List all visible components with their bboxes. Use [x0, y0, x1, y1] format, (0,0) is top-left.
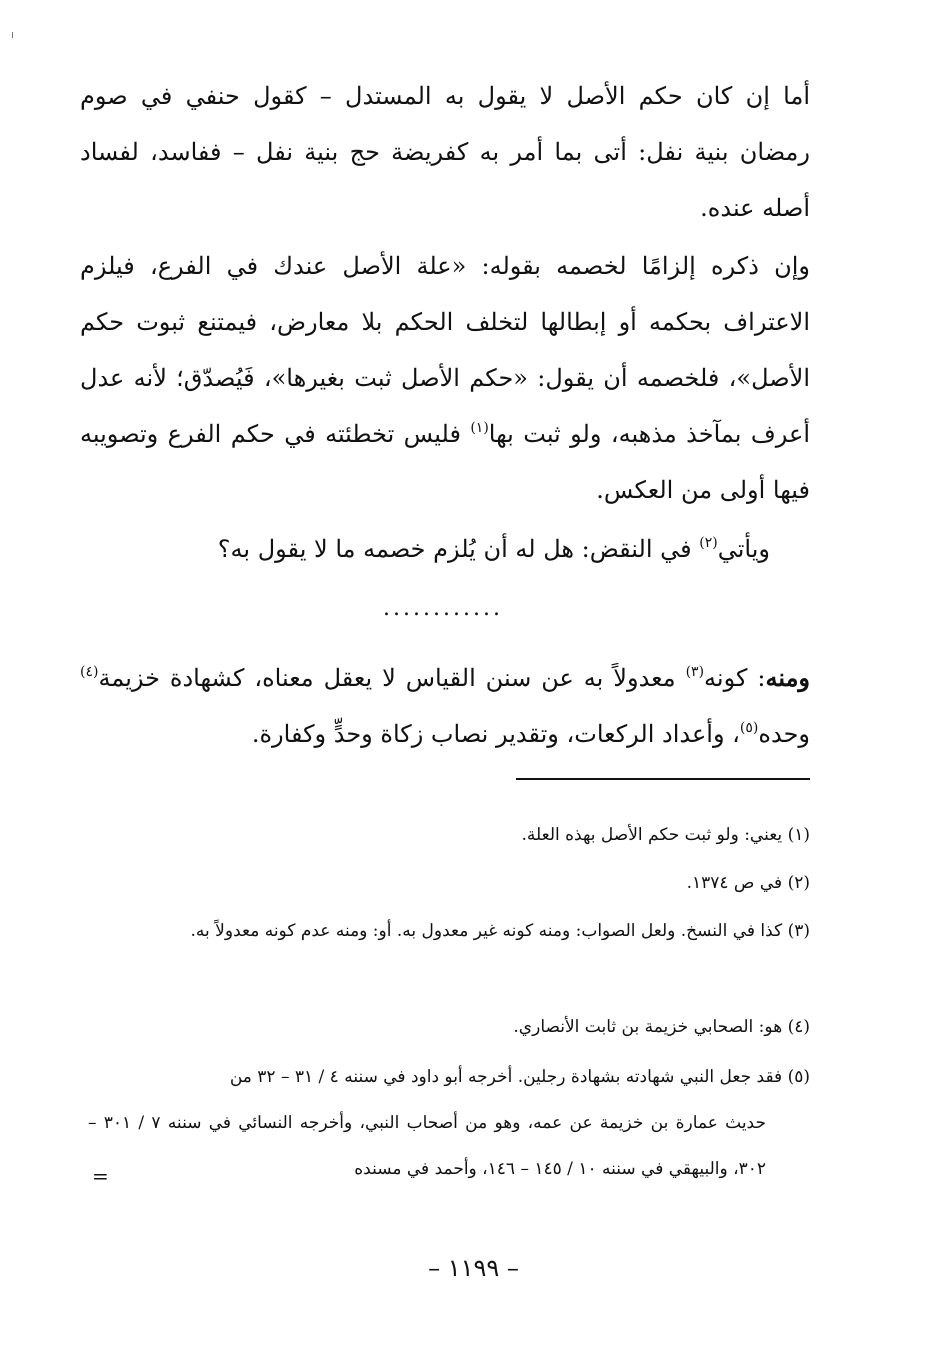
footnote-5-continued: حديث عمارة بن خزيمة عن عمه، وهو من أصحاب النبي، وأخرجه النسائي في سننه ٧ / ٣٠١ – ٣٠٢، والبيهقي في سننه ١٠ / ١٤٥ – ١٤٦، وأحمد في مسنده	[88, 1113, 766, 1179]
continuation-mark: =	[92, 1164, 109, 1188]
paragraph-4-seg4: ، وأعداد الركعات، وتقدير نصاب زكاة وحدٍّ وكفارة.	[251, 720, 740, 748]
footnote-2	[88, 860, 810, 906]
footnote-ref-4: (٤)	[80, 664, 99, 680]
footnote-ref-3: (٣)	[685, 664, 705, 680]
footnote-3-text: كذا في النسخ. ولعل الصواب: ومنه كونه غير معدول به. أو: ومنه عدم كونه معدولاً به.	[190, 921, 788, 941]
footnote-ref-5: (٥)	[739, 720, 759, 736]
footnote-4	[88, 1004, 810, 1050]
footnote-3-number: (٣)	[787, 921, 810, 941]
paragraph-1	[80, 68, 810, 236]
scan-edge-mark	[12, 32, 13, 38]
paragraph-1-text: أما إن كان حكم الأصل لا يقول به المستدل – كقول حنفي في صوم رمضان بنية نفل: أتى بما أمر به كفريضة حج بنية نفل – ففاسد، لفساد أصله عنده.	[80, 82, 811, 222]
footnote-1	[88, 812, 810, 858]
footnote-2-number: (٢)	[787, 873, 810, 893]
footnote-5-text: فقد جعل النبي شهادته بشهادة رجلين. أخرجه أبو داود في سننه ٤ / ٣١ – ٣٢ من	[229, 1067, 788, 1087]
paragraph-3-tail: في النقض: هل له أن يُلزم خصمه ما لا يقول به؟	[217, 535, 700, 563]
paragraph-3-lead: ويأتي	[717, 535, 770, 563]
paragraph-4	[80, 650, 810, 762]
section-separator: ............	[383, 596, 503, 621]
paragraph-4-seg3: وحده	[758, 720, 810, 748]
paragraph-2-tail: فليس تخطئته في حكم الفرع وتصويبه فيها أولى من العكس.	[80, 420, 810, 504]
footnote-4-number: (٤)	[787, 1017, 810, 1037]
paragraph-2-text: وإن ذكره إلزامًا لخصمه بقوله: «علة الأصل عندك في الفرع، فيلزم الاعتراف بحكمه أو إبطالها لتخلف الحكم بلا معارض، فيمتنع ثبوت حكم الأصل»، فلخصمه أن يقول: «حكم الأصل ثبت بغيرها»، فَيُصدّق؛ لأنه عدل أعرف بمآخذ مذهبه، ولو ثبت بها	[80, 252, 810, 448]
page-number: – ١١٩٩ –	[428, 1254, 519, 1282]
footnote-2-text: في ص ١٣٧٤.	[686, 873, 788, 893]
paragraph-4-lead: ومنه	[765, 663, 811, 692]
footnote-5	[88, 1054, 810, 1192]
footnote-1-text: يعني: ولو ثبت حكم الأصل بهذه العلة.	[521, 825, 788, 845]
footnote-5-number: (٥)	[787, 1067, 810, 1087]
paragraph-3	[80, 521, 810, 577]
footnote-ref-1: (١)	[470, 420, 489, 436]
paragraph-2	[80, 238, 810, 518]
footnote-3	[88, 908, 810, 954]
footnote-4-text: هو: الصحابي خزيمة بن ثابت الأنصاري.	[513, 1017, 788, 1037]
footnote-1-number: (١)	[787, 825, 810, 845]
paragraph-4-seg1: : كونه	[704, 664, 766, 692]
footnote-divider	[516, 778, 810, 780]
paragraph-4-seg2: معدولاً به عن سنن القياس لا يعقل معناه، كشهادة خزيمة	[98, 664, 686, 692]
footnote-ref-2: (٢)	[699, 535, 718, 551]
